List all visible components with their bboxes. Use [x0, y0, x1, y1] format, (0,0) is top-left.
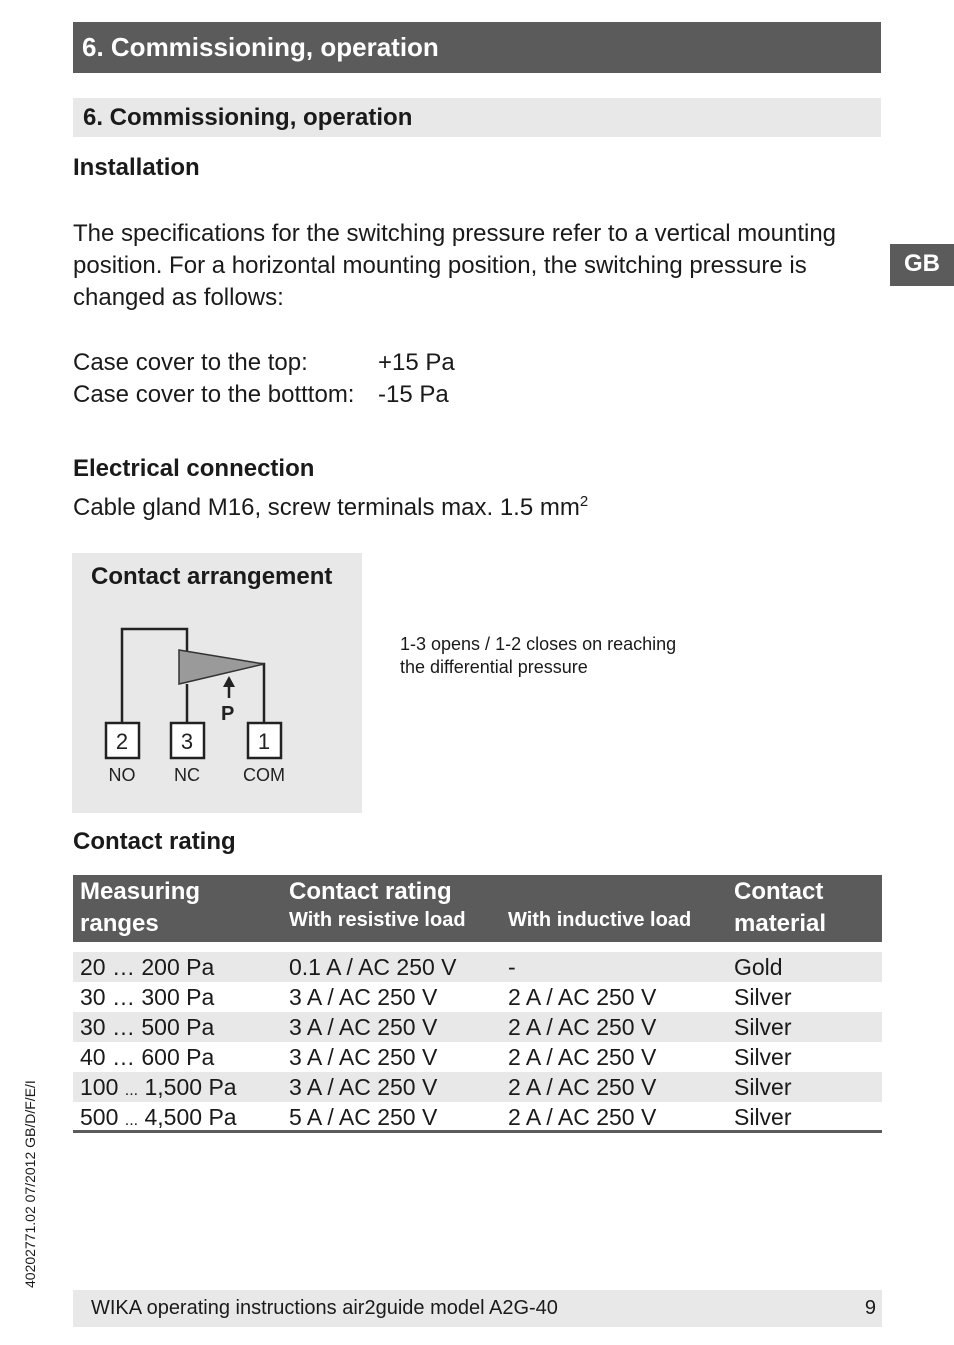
- installation-paragraph: [73, 218, 836, 314]
- cell-inductive: 2 A / AC 250 V: [508, 1074, 657, 1100]
- offset-row: [73, 347, 573, 379]
- cell-resistive: 5 A / AC 250 V: [289, 1104, 438, 1130]
- wire-com: [245, 664, 264, 723]
- section-title: 6. Commissioning, operation: [73, 98, 881, 137]
- cell-range: 30 … 500 Pa: [80, 1014, 215, 1040]
- col-contact-rating: Contact rating: [289, 878, 452, 905]
- offset-value: +15 Pa: [378, 349, 455, 376]
- cell-range: 20 … 200 Pa: [80, 954, 215, 980]
- range-ellipsis: ...: [124, 1112, 139, 1129]
- table-header: [73, 875, 882, 942]
- wire-no: [122, 629, 187, 723]
- col-inductive-load: With inductive load: [508, 909, 692, 931]
- note-line: the differential pressure: [400, 657, 588, 677]
- table-row: [73, 952, 882, 982]
- document-code: 40202771.02 07/2012 GB/D/F/E/I: [22, 1080, 38, 1288]
- para-line: changed as follows:: [73, 284, 284, 311]
- page-number: 9: [864, 1297, 876, 1319]
- cell-inductive: 2 A / AC 250 V: [508, 1014, 657, 1040]
- col-contact-material: [734, 876, 826, 940]
- installation-heading: Installation: [73, 154, 200, 181]
- cell-material: Silver: [734, 1044, 792, 1070]
- range-start: 100: [80, 1074, 119, 1100]
- pressure-label: P: [221, 703, 235, 725]
- terminal-label: NC: [174, 765, 200, 785]
- cell-material: Silver: [734, 984, 792, 1010]
- col-measuring-ranges: [80, 876, 200, 940]
- footer-title: WIKA operating instructions air2guide model A2G-40: [91, 1297, 558, 1319]
- orientation-offsets: [73, 347, 573, 411]
- electrical-spec: Cable gland M16, screw terminals max. 1.5 mm: [73, 494, 580, 521]
- electrical-heading: Electrical connection: [73, 455, 315, 482]
- contact-note: [400, 633, 720, 679]
- terminal-number: 3: [180, 729, 194, 754]
- terminal-number: 1: [257, 729, 271, 754]
- offset-row: [73, 379, 573, 411]
- table-row: [73, 1072, 882, 1102]
- offset-label: Case cover to the botttom:: [73, 381, 355, 408]
- cell-material: Silver: [734, 1014, 792, 1040]
- header-line: material: [734, 910, 827, 937]
- contact-arrangement-title: Contact arrangement: [91, 563, 333, 590]
- superscript: 2: [579, 493, 589, 510]
- cell-resistive: 3 A / AC 250 V: [289, 1014, 438, 1040]
- cell-inductive: 2 A / AC 250 V: [508, 1044, 657, 1070]
- cell-material: Silver: [734, 1104, 792, 1130]
- chapter-header: 6. Commissioning, operation: [73, 22, 881, 73]
- cell-resistive: 3 A / AC 250 V: [289, 1074, 438, 1100]
- cell-inductive: 2 A / AC 250 V: [508, 984, 657, 1010]
- table-row: [73, 982, 882, 1012]
- range-end: 4,500 Pa: [138, 1104, 237, 1130]
- table-bottom-rule: [73, 1130, 882, 1133]
- cell-material: Gold: [734, 954, 783, 980]
- terminal-label: COM: [243, 765, 285, 785]
- header-line: Contact: [734, 878, 824, 905]
- para-line: position. For a horizontal mounting position, the switching pressure is: [73, 252, 807, 279]
- para-line: The specifications for the switching pressure refer to a vertical mounting: [73, 220, 837, 247]
- pressure-arrow-head: [223, 676, 235, 687]
- table-row: [73, 1012, 882, 1042]
- header-line: Measuring: [80, 878, 201, 905]
- col-resistive-load: With resistive load: [289, 909, 466, 931]
- language-tab: GB: [890, 244, 954, 286]
- range-end: 1,500 Pa: [138, 1074, 237, 1100]
- cell-range: [80, 1072, 237, 1106]
- contact-diagram: [95, 612, 305, 792]
- cell-inductive: 2 A / AC 250 V: [508, 1104, 657, 1130]
- range-start: 500: [80, 1104, 119, 1130]
- range-ellipsis: ...: [124, 1082, 139, 1099]
- cell-range: 40 … 600 Pa: [80, 1044, 215, 1070]
- table-row: [73, 1042, 882, 1072]
- page-footer: [73, 1290, 882, 1327]
- cell-range: 30 … 300 Pa: [80, 984, 215, 1010]
- cell-resistive: 0.1 A / AC 250 V: [289, 954, 457, 980]
- cell-material: Silver: [734, 1074, 792, 1100]
- offset-value: -15 Pa: [378, 381, 449, 408]
- cell-resistive: 3 A / AC 250 V: [289, 1044, 438, 1070]
- cell-inductive: -: [508, 954, 516, 980]
- terminal-label: NO: [108, 765, 136, 785]
- electrical-text: [73, 486, 588, 524]
- terminal-number: 2: [115, 729, 129, 754]
- cell-resistive: 3 A / AC 250 V: [289, 984, 438, 1010]
- contact-blade: [179, 650, 264, 684]
- contact-rating-heading: Contact rating: [73, 828, 236, 855]
- note-line: 1-3 opens / 1-2 closes on reaching: [400, 634, 677, 654]
- table-row: [73, 1102, 882, 1132]
- header-line: ranges: [80, 910, 159, 937]
- offset-label: Case cover to the top:: [73, 349, 308, 376]
